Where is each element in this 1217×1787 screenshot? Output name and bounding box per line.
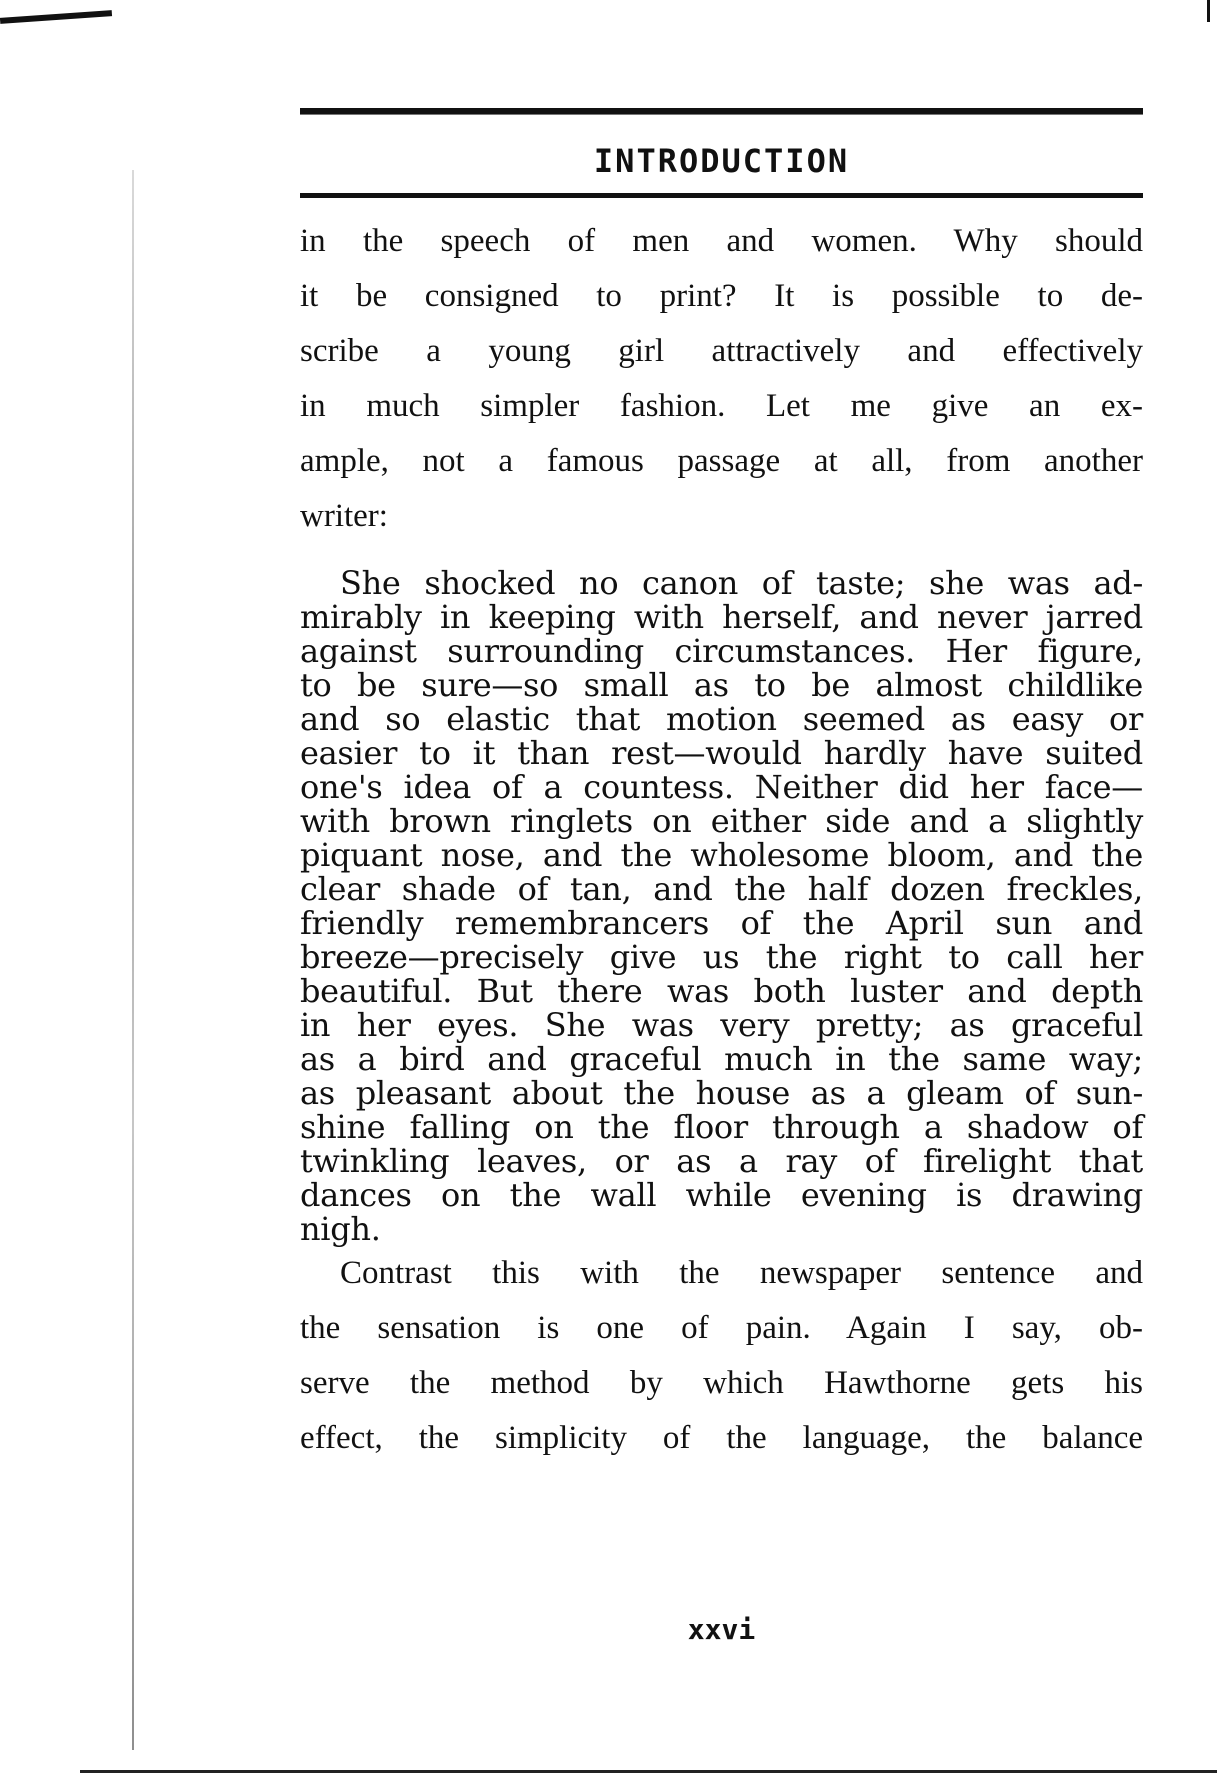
quote-line: as a bird and graceful much in the same way;: [300, 1040, 1143, 1078]
text-line: in the speech of men and women. Why should: [300, 223, 1143, 259]
text-line: the sensation is one of pain. Again I say, ob-: [300, 1310, 1143, 1346]
quote-line: nigh.: [300, 1210, 381, 1248]
quote-line: twinkling leaves, or as a ray of firelight that: [300, 1142, 1143, 1180]
quote-line: one's idea of a countess. Neither did her face—: [300, 768, 1143, 806]
scan-edge-mark: [0, 10, 112, 24]
text-line: writer:: [300, 498, 388, 534]
quote-line: mirably in keeping with herself, and never jarred: [300, 598, 1143, 636]
header-underline: [300, 193, 1143, 198]
text-line: serve the method by which Hawthorne gets his: [300, 1365, 1143, 1401]
quote-line: She shocked no canon of taste; she was ad-: [340, 564, 1143, 602]
quote-line: with brown ringlets on either side and a slightly: [300, 802, 1143, 840]
body-text: [300, 214, 1143, 1466]
quote-line: breeze—precisely give us the right to call her: [300, 938, 1143, 976]
paragraph-2: [300, 1246, 1143, 1466]
quote-line: beautiful. But there was both luster and depth: [300, 972, 1143, 1010]
scan-bottom-edge: [80, 1770, 1217, 1773]
text-line: effect, the simplicity of the language, the balance: [300, 1420, 1143, 1456]
scan-corner-mark: [1207, 0, 1210, 22]
paragraph-1: [300, 214, 1143, 544]
page-number: xxvi: [687, 1613, 756, 1646]
quote-line: as pleasant about the house as a gleam of sun-: [300, 1074, 1143, 1112]
quote-line: against surrounding circumstances. Her figure,: [300, 632, 1143, 670]
header-rule: [300, 108, 1143, 115]
block-quote: [300, 566, 1143, 1246]
quote-line: shine falling on the floor through a shadow of: [300, 1108, 1143, 1146]
quote-line: piquant nose, and the wholesome bloom, and the: [300, 836, 1143, 874]
quote-line: dances on the wall while evening is drawing: [300, 1176, 1143, 1214]
text-line: scribe a young girl attractively and effectively: [300, 333, 1143, 369]
running-head: INTRODUCTION: [593, 142, 850, 180]
text-line: Contrast this with the newspaper sentence and: [340, 1255, 1143, 1291]
quote-line: friendly remembrancers of the April sun and: [300, 904, 1143, 942]
quote-line: and so elastic that motion seemed as easy or: [300, 700, 1143, 738]
text-line: ample, not a famous passage at all, from another: [300, 443, 1143, 479]
quote-line: clear shade of tan, and the half dozen freckles,: [300, 870, 1143, 908]
quote-line: to be sure—so small as to be almost childlike: [300, 666, 1143, 704]
quote-line: in her eyes. She was very pretty; as graceful: [300, 1006, 1143, 1044]
text-line: in much simpler fashion. Let me give an ex-: [300, 388, 1143, 424]
text-line: it be consigned to print? It is possible to de-: [300, 278, 1143, 314]
quote-line: easier to it than rest—would hardly have suited: [300, 734, 1143, 772]
binding-gutter-shadow: [132, 170, 134, 1750]
book-page: [300, 108, 1143, 1646]
